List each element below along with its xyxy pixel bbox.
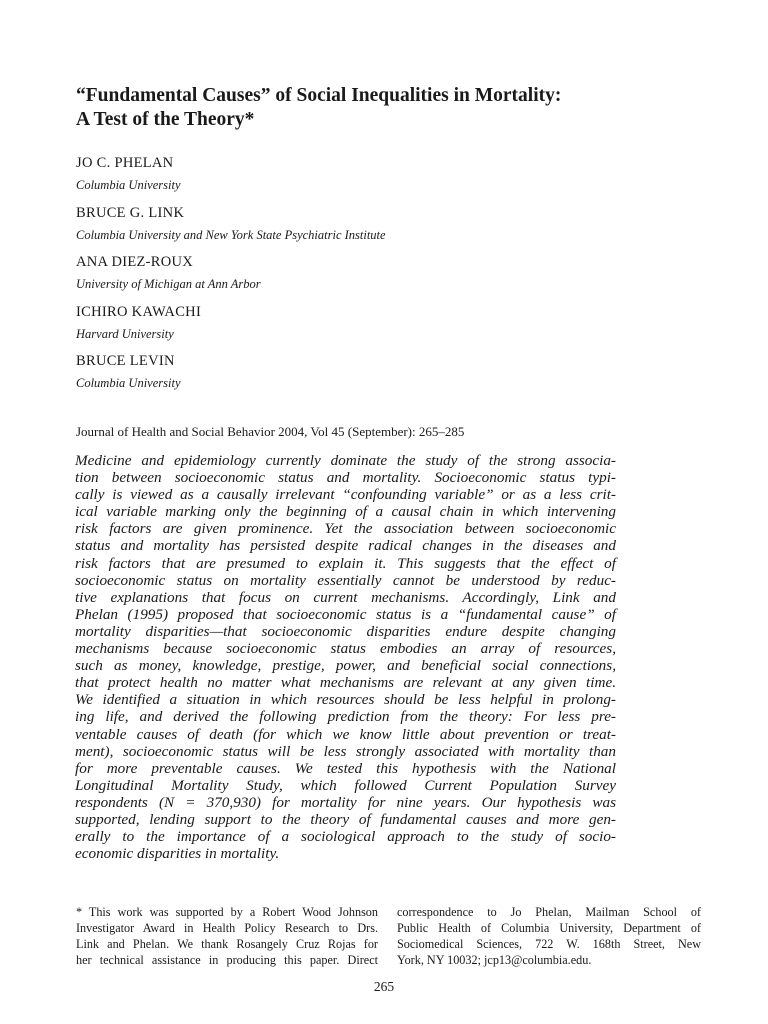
abstract-line: tive explanations that focus on current mechanisms. Accordingly, Link and (75, 588, 616, 606)
journal-citation: Journal of Health and Social Behavior 2004, Vol 45 (September): 265–285 (76, 424, 465, 439)
footnote-left-column (76, 904, 378, 968)
abstract (75, 452, 616, 862)
paper-title-line-2: A Test of the Theory* (76, 109, 255, 130)
author-affiliation: University of Michigan at Ann Arbor (76, 277, 261, 291)
abstract-line: erally to the importance of a sociological approach to the study of socio- (75, 828, 616, 846)
author-name: ICHIRO KAWACHI (76, 303, 202, 320)
author-affiliation: Columbia University (76, 376, 181, 390)
author-entry (76, 303, 696, 353)
author-name: BRUCE G. LINK (76, 204, 185, 221)
author-affiliation: Columbia University and New York State Psychiatric Institute (76, 227, 386, 242)
abstract-line: such as money, knowledge, prestige, power, and beneficial social connections, (75, 657, 616, 675)
abstract-line: Medicine and epidemiology currently dominate the study of the strong associa- (75, 452, 616, 469)
footnote-line: Link and Phelan. We thank Rosangely Cruz Rojas for (76, 937, 378, 951)
abstract-line: supported, lending support to the theory of fundamental causes and more gen- (75, 810, 616, 828)
abstract-line: cally is viewed as a causally irrelevant “confounding variable” or as a less crit- (75, 486, 616, 504)
abstract-line: ment), socioeconomic status will be less strongly associated with mortality than (75, 742, 616, 760)
author-name: BRUCE LEVIN (76, 353, 175, 369)
abstract-line: economic disparities in mortality. (75, 845, 280, 863)
author-entry (76, 204, 696, 254)
footnote-line: Sociomedical Sciences, 722 W. 168th Street, New (397, 937, 701, 951)
author-entry (76, 253, 696, 303)
abstract-line: tion between socioeconomic status and mortality. Socioeconomic status typi- (75, 469, 616, 487)
author-affiliation: Columbia University (76, 178, 181, 192)
footnote-line: Investigator Award in Health Policy Research to Drs. (76, 921, 378, 935)
author-name: ANA DIEZ-ROUX (76, 254, 194, 270)
author-entry (76, 352, 696, 402)
abstract-line: status and mortality has persisted despite radical changes in the diseases and (75, 537, 616, 555)
page-number: 265 (373, 979, 395, 994)
footnote-line: York, NY 10032; jcp13@columbia.edu. (397, 953, 592, 967)
abstract-line: socioeconomic status on mortality essentially cannot be understood by reduc- (75, 571, 616, 589)
abstract-line: that protect health no matter what mechanisms are relevant at any given time. (75, 674, 616, 692)
abstract-line: ventable causes of death (for which we know little about prevention or treat- (75, 725, 616, 743)
paper-title-line-1: “Fundamental Causes” of Social Inequalities in Mortality: (76, 85, 562, 106)
footnote-line: Public Health of Columbia University, Department of (397, 921, 701, 935)
abstract-line: for more preventable causes. We tested this hypothesis with the National (75, 759, 616, 777)
abstract-line: risk factors that are presumed to explain it. This suggests that the effect of (75, 554, 616, 572)
footnote-line: * This work was supported by a Robert Wood Johnson (76, 905, 378, 919)
author-list (76, 154, 696, 402)
author-affiliation: Harvard University (76, 326, 174, 341)
author-name: JO C. PHELAN (76, 155, 174, 171)
abstract-line: mortality disparities—that socioeconomic disparities endure despite changing (75, 622, 616, 640)
abstract-line: ing life, and derived the following prediction from the theory: For less pre- (75, 708, 616, 726)
footnote-line: correspondence to Jo Phelan, Mailman School of (397, 905, 701, 919)
abstract-line: risk factors are given prominence. Yet the association between socioeconomic (75, 520, 616, 538)
abstract-line: Longitudinal Mortality Study, which followed Current Population Survey (75, 776, 616, 794)
abstract-line: We identified a situation in which resources should be less helpful in prolong- (75, 691, 616, 709)
abstract-line: Phelan (1995) proposed that socioeconomic status is a “fundamental cause” of (75, 605, 616, 623)
author-entry (76, 154, 696, 204)
abstract-line: mechanisms because socioeconomic status embodies an array of resources, (75, 640, 616, 658)
abstract-line: ical variable marking only the beginning of a causal chain in which intervening (75, 503, 616, 521)
footnote-line: her technical assistance in producing this paper. Direct (76, 953, 378, 967)
abstract-line: respondents (N = 370,930) for mortality for nine years. Our hypothesis was (75, 793, 616, 811)
paper-title (76, 84, 716, 132)
footnote-right-column (397, 904, 701, 968)
